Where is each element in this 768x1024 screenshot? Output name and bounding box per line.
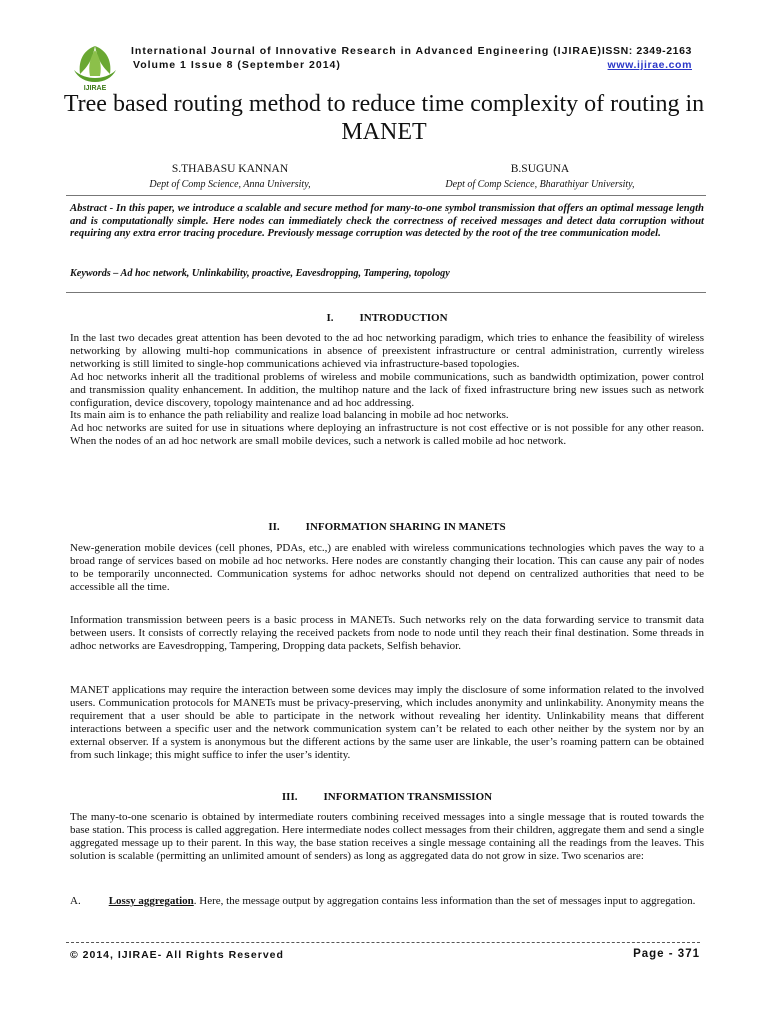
paragraph: Ad hoc networks are suited for use in situations where deploying an infrastructure is not cost effective or is not possible for any other reason. When the nodes of an ad hoc network are small mobile devices, such a network is called mobile ad hoc network. — [70, 422, 704, 448]
section-number: II. — [268, 521, 280, 533]
paragraph: Ad hoc networks inherit all the traditional problems of wireless and mobile communications, such as bandwidth optimization, power control and transmission quality enhancement. In addition, the multihop nature and the lack of fixed infrastructure bring new issues such as network configuration, device discovery, topology maintenance and ad hoc addressing. — [70, 370, 704, 409]
journal-header — [131, 44, 602, 72]
section-title: INFORMATION SHARING IN MANETS — [305, 521, 506, 533]
section-title: INTRODUCTION — [359, 312, 448, 324]
journal-name: International Journal of Innovative Research in Advanced Engineering (IJIRAE) — [131, 45, 603, 57]
section-number: III. — [281, 791, 298, 803]
author-1 — [80, 162, 380, 192]
abstract: Abstract - In this paper, we introduce a scalable and secure method for many-to-one symbol transmission that offers an optimal message length and is computationally simple. Here nodes can immediately check the correctness of received messages and detect data corruption without requiring any extra error tracing procedure. Previously message corruption was detected by the root of the tree communication model. — [70, 202, 704, 240]
section-number: I. — [326, 312, 334, 324]
introduction-body — [70, 332, 704, 448]
abstract-top-rule — [66, 195, 706, 196]
section-heading-introduction — [70, 311, 704, 325]
journal-volume: Volume 1 Issue 8 (September 2014) — [133, 59, 341, 71]
author-name: S.THABASU KANNAN — [171, 163, 289, 175]
author-affiliation: Dept of Comp Science, Bharathiyar University, — [445, 179, 635, 190]
footer-page-number: Page - 371 — [633, 948, 700, 960]
sharing-paragraph-2: Information transmission between peers is a basic process in MANETs. Such networks rely on the data forwarding service to transmit data between users. It consists of correctly relaying the received packets from node to node until they reach their final destination. Some threads in adhoc networks are Eavesdropping, Tampering, Dropping data packets, Selfish behavior. — [70, 614, 704, 652]
lossy-aggregation-item — [70, 895, 704, 908]
author-affiliation: Dept of Comp Science, Anna University, — [149, 179, 311, 190]
item-label: A. — [70, 895, 81, 907]
lossy-aggregation-term: Lossy aggregation — [108, 895, 194, 907]
paragraph: Its main aim is to enhance the path reliability and realize load balancing in mobile ad hoc networks. — [70, 409, 509, 422]
author-2 — [390, 162, 690, 192]
logo-text: IJIRAE — [83, 85, 107, 92]
journal-logo — [66, 40, 124, 92]
sharing-paragraph-3: MANET applications may require the interaction between some devices may imply the disclosure of some information related to the involved users. Communication protocols for MANETs must be privacy-preserving, which includes anonymity and unlinkability. Anonymity means the requirement that a user should be able to participate in the network without revealing her identity. Unlinkability means that different interactions between a specific user and the network communication system can’t be related to each other neither by the system nor by an external observer. If a system is anonymous but the different actions by the same user are linkable, the user’s roaming pattern can be obtained from such linkage; this might suffice to infer the user’s identity. — [70, 684, 704, 761]
section-heading-information-transmission — [70, 790, 704, 804]
abstract-bottom-rule — [66, 292, 706, 293]
footer-copyright: © 2014, IJIRAE- All Rights Reserved — [70, 949, 284, 961]
issn: ISSN: 2349-2163 — [601, 45, 692, 57]
lossy-aggregation-text: . Here, the message output by aggregation contains less information than the set of messages input to aggregation. — [193, 895, 696, 907]
author-name: B.SUGUNA — [510, 163, 570, 175]
transmission-paragraph: The many-to-one scenario is obtained by intermediate routers combining received messages into a single message that is routed towards the base station. This process is called aggregation. Here intermediate nodes collect messages from their children, aggregate them and send a single aggregated message up to their parent. In this way, the base station receives a single message containing all the readings from the leaves. This solution is scalable (permitting an unlimited amount of senders) as long as aggregated data do not grow in size. Two scenarios are: — [70, 811, 704, 862]
paper-title: Tree based routing method to reduce time complexity of routing in MANET — [63, 91, 705, 145]
paragraph: In the last two decades great attention has been devoted to the ad hoc networking paradigm, which tries to enhance the feasibility of wireless networking by allowing multi-hop communications in absence of preexistent infrastructure or central administration, currently wireless networking is still limited to single-hop communications achieved via infrastructure-based topologies. — [70, 332, 704, 370]
section-title: INFORMATION TRANSMISSION — [323, 791, 493, 803]
sharing-paragraph-1: New-generation mobile devices (cell phones, PDAs, etc.,) are enabled with wireless communications technologies which paves the way to a broad range of services based on mobile ad hoc networks. Here nodes are constantly changing their location. This can cause any pair of nodes to be temporarily unconnected. Communication systems for adhoc networks should not depend on centralized authorities that need to be accessible all the time. — [70, 542, 704, 593]
journal-website-link[interactable]: www.ijirae.com — [607, 59, 692, 71]
keywords: Keywords – Ad hoc network, Unlinkability, proactive, Eavesdropping, Tampering, topology — [70, 268, 450, 279]
footer-rule — [66, 942, 700, 943]
section-heading-information-sharing — [70, 520, 704, 534]
issn-block — [602, 44, 692, 72]
